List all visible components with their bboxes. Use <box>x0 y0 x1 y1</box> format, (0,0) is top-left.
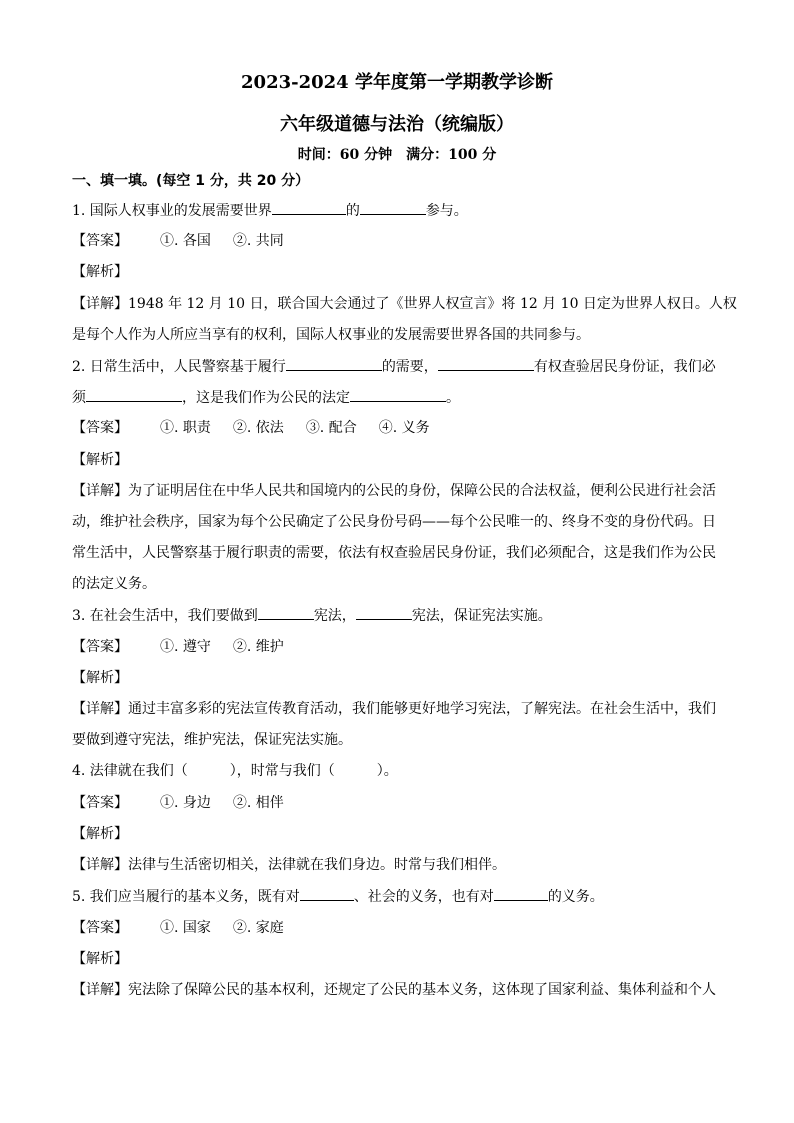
answer-option: ①. 职责 <box>160 420 211 436</box>
answer-option: ③. 配合 <box>305 420 357 436</box>
analysis-label: 【解析】 <box>72 951 128 967</box>
answer-option: ④. 义务 <box>378 420 430 436</box>
detail-line: 常生活中，人民警察基于履行职责的需要，依法有权查验居民身份证，我们必须配合，这是我们作为公民 <box>72 545 716 561</box>
answer-row <box>72 918 306 938</box>
question-4: 4. 法律就在我们（ ），时常与我们（ ）。 <box>72 763 398 779</box>
question-text: 2. 日常生活中，人民警察基于履行 <box>72 359 286 375</box>
answer-row <box>72 418 452 438</box>
question-1 <box>72 200 468 221</box>
answer-option: ②. 家庭 <box>232 920 284 936</box>
answer-row <box>72 793 306 813</box>
question-text: 、社会的义务，也有对 <box>353 889 494 905</box>
answer-option: ②. 共同 <box>232 233 284 249</box>
question-text: 宪法，保证宪法实施。 <box>411 608 552 624</box>
answer-blank <box>438 356 534 371</box>
detail-text: 宪法除了保障公民的基本权利，还规定了公民的基本义务，这体现了国家利益、集体利益和个人 <box>128 982 716 998</box>
answer-option: ①. 国家 <box>160 920 211 936</box>
detail-line: 的法定义务。 <box>72 576 156 592</box>
answer-label: 【答案】 <box>72 233 128 249</box>
answer-label: 【答案】 <box>72 920 128 936</box>
answer-blank <box>356 605 412 620</box>
answer-blank <box>494 886 548 901</box>
question-text: 有权查验居民身份证，我们必 <box>533 359 716 375</box>
detail-label: 【详解】 <box>72 982 128 998</box>
answer-row <box>72 231 306 251</box>
question-text: 的需要， <box>381 359 438 375</box>
document-subtitle: 六年级道德与法治（统编版） <box>280 114 514 135</box>
detail-text: 法律与生活密切相关，法律就在我们身边。时常与我们相伴。 <box>128 857 506 873</box>
detail-label: 【详解】 <box>72 701 128 717</box>
exam-info: 时间：60 分钟 满分：100 分 <box>297 147 497 163</box>
question-text: 5. 我们应当履行的基本义务，既有对 <box>72 889 300 905</box>
question-text: 3. 在社会生活中，我们要做到 <box>72 608 258 624</box>
answer-blank <box>350 387 446 402</box>
answer-blank <box>286 356 382 371</box>
question-3 <box>72 605 552 626</box>
answer-label: 【答案】 <box>72 795 128 811</box>
detail-line <box>72 481 716 501</box>
question-2 <box>72 356 716 377</box>
answer-blank <box>272 200 346 215</box>
detail-line <box>72 294 737 314</box>
question-text: 须 <box>72 390 86 406</box>
detail-line: 要做到遵守宪法，维护宪法，保证宪法实施。 <box>72 732 352 748</box>
answer-blank <box>300 886 354 901</box>
answer-blank <box>360 200 426 215</box>
detail-label: 【详解】 <box>72 857 128 873</box>
document-title: 2023-2024 学年度第一学期教学诊断 <box>241 72 553 93</box>
analysis-label: 【解析】 <box>72 452 128 468</box>
question-text: 宪法， <box>313 608 356 624</box>
answer-option: ①. 各国 <box>160 233 211 249</box>
detail-line <box>72 699 716 719</box>
analysis-label: 【解析】 <box>72 826 128 842</box>
analysis-label: 【解析】 <box>72 264 128 280</box>
answer-blank <box>258 605 314 620</box>
analysis-label: 【解析】 <box>72 670 128 686</box>
question-text: 。 <box>446 390 460 406</box>
answer-label: 【答案】 <box>72 420 128 436</box>
question-text: 的义务。 <box>547 889 604 905</box>
detail-text: 1948 年 12 月 10 日，联合国大会通过了《世界人权宣言》将 12 月 10 日定为世界人权日。人权 <box>128 296 737 312</box>
answer-option: ②. 维护 <box>232 639 284 655</box>
answer-option: ②. 相伴 <box>232 795 284 811</box>
detail-text: 为了证明居住在中华人民共和国境内的公民的身份，保障公民的合法权益，便利公民进行社会活 <box>128 483 716 499</box>
answer-option: ①. 身边 <box>160 795 211 811</box>
question-text: 的 <box>345 203 360 219</box>
question-text: 1. 国际人权事业的发展需要世界 <box>72 203 272 219</box>
answer-blank <box>86 387 182 402</box>
question-text: ，这是我们作为公民的法定 <box>182 390 350 406</box>
detail-line <box>72 855 506 875</box>
answer-label: 【答案】 <box>72 639 128 655</box>
detail-label: 【详解】 <box>72 296 128 312</box>
question-2-cont <box>72 387 460 408</box>
detail-line: 动，维护社会秩序，国家为每个公民确定了公民身份号码——每个公民唯一的、终身不变的身份代码。日 <box>72 514 716 530</box>
answer-option: ②. 依法 <box>232 420 284 436</box>
answer-option: ①. 遵守 <box>160 639 211 655</box>
section-heading: 一、填一填。(每空 1 分，共 20 分） <box>72 173 310 189</box>
answer-row <box>72 637 306 657</box>
detail-line: 是每个人作为人所应当享有的权利，国际人权事业的发展需要世界各国的共同参与。 <box>72 327 590 343</box>
detail-text: 通过丰富多彩的宪法宣传教育活动，我们能够更好地学习宪法，了解宪法。在社会生活中，我们 <box>128 701 716 717</box>
detail-line <box>72 980 716 1000</box>
detail-label: 【详解】 <box>72 483 128 499</box>
question-5 <box>72 886 604 907</box>
question-text: 参与。 <box>425 203 468 219</box>
